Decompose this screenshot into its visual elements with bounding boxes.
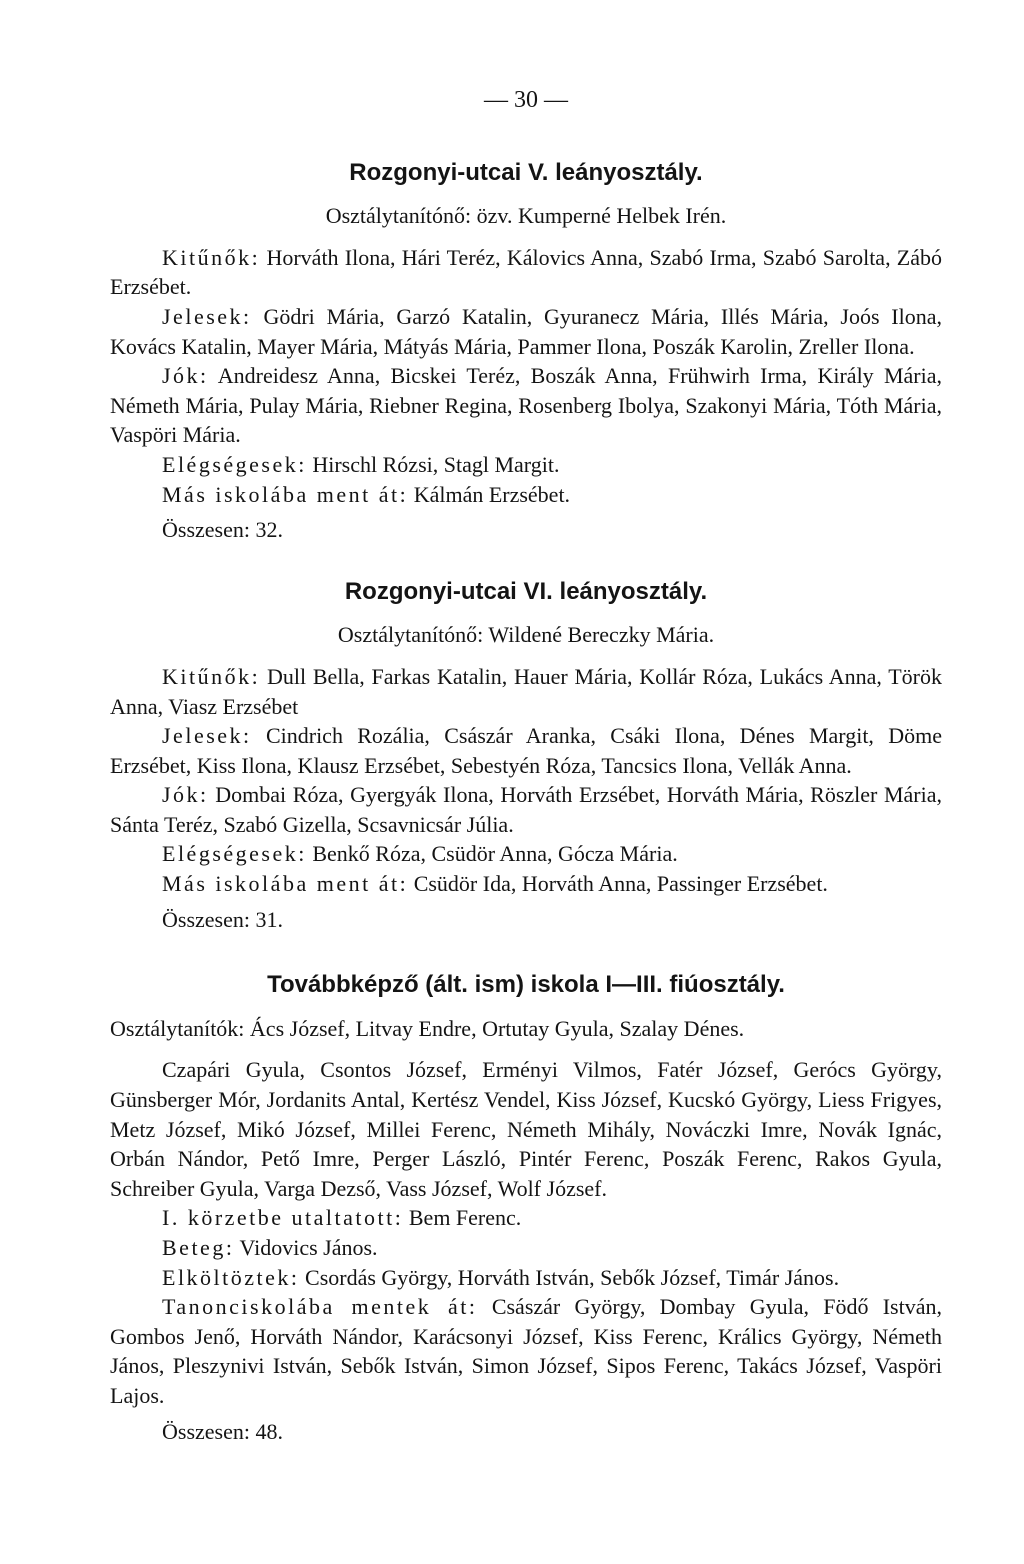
elegsegesek-label: Elégségesek: [162, 451, 307, 477]
elegsegesek-paragraph [110, 839, 942, 869]
jelesek-label: Jelesek: [162, 303, 252, 329]
tanonc-label: Tanonciskolába mentek át: [162, 1294, 478, 1320]
tanonc-paragraph [110, 1292, 942, 1410]
korzet-paragraph [110, 1203, 942, 1233]
jelesek-paragraph [110, 721, 942, 780]
class-teacher: Osztálytanítónő: Wildené Bereczky Mária. [337, 622, 715, 648]
tanonc-names: Császár György, Dombay Gyula, Födő István, Gombos Jenő, Horváth Nándor, Karácsonyi József, Kiss Ferenc, Králics György, Németh János, Pleszynivi István, Sebők István, Simon József, Sipos Ferenc, Takács József, Vaspöri Lajos. [110, 1294, 942, 1408]
kitunok-names: Dull Bella, Farkas Katalin, Hauer Mária, Kollár Róza, Lukács Anna, Török Anna, Viasz Erzsébet [110, 663, 943, 719]
jok-paragraph [110, 361, 942, 450]
jok-label: Jók: [162, 363, 209, 389]
elkoltoztek-names: Csordás György, Horváth István, Sebők József, Timár János. [305, 1264, 840, 1290]
section-heading: Továbbképző (ált. ism) iskola I—III. fiúosztály. [267, 971, 785, 999]
kitunok-paragraph [110, 662, 942, 721]
korzet-label: I. körzetbe utaltatott: [162, 1205, 404, 1231]
section-heading: Rozgonyi-utcai VI. leányosztály. [344, 577, 708, 605]
class-teacher: Osztálytanítónő: özv. Kumperné Helbek Irén. [325, 203, 727, 229]
korzet-names: Bem Ferenc. [408, 1205, 522, 1231]
jok-names: Dombai Róza, Gyergyák Ilona, Horváth Erzsébet, Horváth Mária, Röszler Mária, Sánta Teréz, Szabó Gizella, Scsavnicsár Júlia. [110, 782, 943, 837]
jok-paragraph [110, 780, 942, 839]
mas-iskola-paragraph [110, 869, 942, 899]
class-teachers: Osztálytanítók: Ács József, Litvay Endre, Ortutay Gyula, Szalay Dénes. [110, 1015, 745, 1041]
jelesek-names: Cindrich Rozália, Császár Aranka, Csáki Ilona, Dénes Margit, Döme Erzsébet, Kiss Ilona, Klausz Erzsébet, Sebestyén Róza, Tancsics Ilona, Vellák Anna. [110, 723, 942, 778]
kitunok-paragraph [110, 243, 942, 302]
jelesek-paragraph [110, 302, 942, 361]
section-total: Összesen: 31. [162, 906, 283, 932]
jok-label: Jók: [162, 782, 209, 808]
beteg-label: Beteg: [162, 1235, 235, 1260]
mas-iskola-label: Más iskolába ment át: [162, 481, 409, 507]
jelesek-label: Jelesek: [162, 723, 252, 749]
mas-iskola-paragraph [110, 480, 942, 510]
mas-iskola-label: Más iskolába ment át: [162, 871, 409, 897]
section-rozgonyi-vi [110, 577, 942, 935]
section-spacer [110, 934, 942, 970]
page-number: — 30 — [484, 87, 568, 113]
elegsegesek-names: Benkő Róza, Csüdör Anna, Gócza Mária. [312, 841, 678, 867]
kitunok-names: Horváth Ilona, Hári Teréz, Kálovics Anna, Szabó Irma, Szabó Sarolta, Zábó Erzsébet. [110, 244, 942, 300]
elegsegesek-label: Elégségesek: [162, 841, 307, 867]
elkoltoztek-paragraph [110, 1263, 942, 1293]
kitunok-label: Kitűnők: [162, 244, 261, 270]
elegsegesek-paragraph [110, 450, 942, 480]
elegsegesek-names: Hirschl Rózsi, Stagl Margit. [312, 451, 560, 477]
section-heading: Rozgonyi-utcai V. leányosztály. [349, 158, 703, 186]
kitunok-label: Kitűnők: [162, 663, 261, 689]
section-total: Összesen: 48. [162, 1418, 283, 1444]
jelesek-names: Gödri Mária, Garzó Katalin, Gyuranecz Mária, Illés Mária, Joós Ilona, Kovács Katalin, Mayer Mária, Mátyás Mária, Pammer Ilona, Poszák Karolin, Zreller Ilona. [110, 303, 942, 359]
mas-iskola-names: Csüdör Ida, Horváth Anna, Passinger Erzsébet. [413, 871, 828, 897]
students-paragraph: Czapári Gyula, Csontos József, Erményi Vilmos, Fatér József, Gerócs György, Günsberger Mór, Jordanits Antal, Kertész Vendel, Kiss József, Kucskó György, Liess Frigyes, Metz József, Mikó József, Millei Ferenc, Németh Mihály, Nováczki Imre, Novák Ignác, Orbán Nándor, Pető Imre, Perger László, Pintér Ferenc, Poszák Ferenc, Rakos Gyula, Schreiber Gyula, Varga Dezső, Vass József, Wolf József. [110, 1057, 942, 1201]
section-tovabbkepzo [110, 970, 942, 1446]
beteg-paragraph [110, 1233, 942, 1263]
mas-iskola-names: Kálmán Erzsébet. [413, 481, 571, 507]
elkoltoztek-label: Elköltöztek: [162, 1264, 300, 1290]
section-spacer [110, 545, 942, 577]
section-rozgonyi-v [110, 158, 942, 545]
section-total: Összesen: 32. [162, 517, 283, 543]
jok-names: Andreidesz Anna, Bicskei Teréz, Boszák Anna, Frühwirh Irma, Király Mária, Németh Mária, Pulay Mária, Riebner Regina, Rosenberg Ibolya, Szakonyi Mária, Tóth Mária, Vaspöri Mária. [110, 363, 942, 448]
beteg-names: Vidovics János. [239, 1235, 378, 1260]
